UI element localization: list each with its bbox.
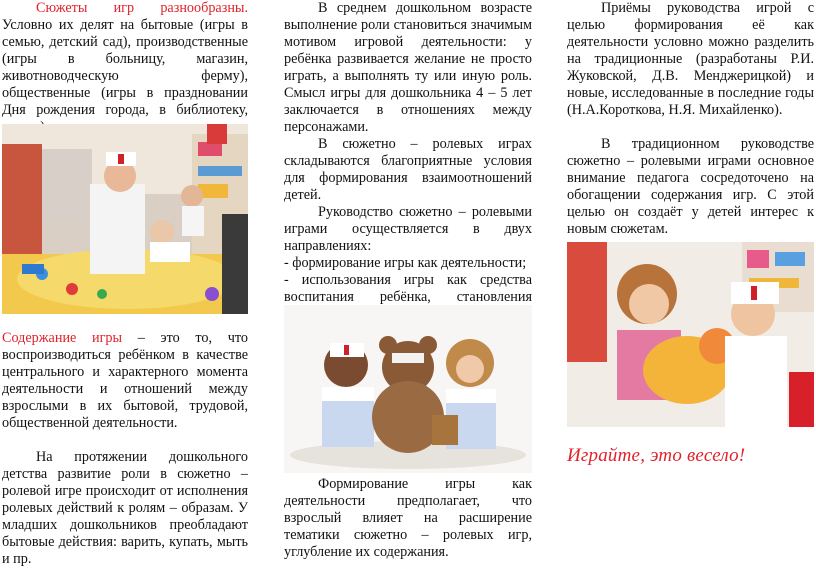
list-item-upbringing: - использования игры как средства воспитания ребёнка, становления: [284, 272, 532, 305]
photo-children-teddy-bear: [284, 305, 532, 473]
paragraph-role-development: На протяжении дошкольного детства развитие роли в сюжетно – ролевой игре происходит от исполнения ролевых действий к ролям – образам. У младших дошкольников преобладают бытовые действия: варить, купать, мыть и пр.: [2, 449, 248, 567]
paragraph-plot-types: [2, 0, 248, 136]
plot-types-lead: Сюжеты игр разнообразны.: [36, 0, 248, 16]
paragraph-game-formation: Формирование игры как деятельности предполагает, что взрослый влияет на расширение тематики сюжетно – ролевых игр, углубление их содержания.: [284, 476, 532, 560]
list-item-activity: - формирование игры как деятельности;: [284, 255, 527, 271]
plot-types-text: Условно их делят на бытовые (игры в семью, детский сад), производственные (игры в больницу, магазин, животноводческую ферму), общественные (игры в праздновании Дня рождения города, в библиотеку,: [2, 17, 248, 118]
paragraph-traditional-guidance: В традиционном руководстве сюжетно – ролевыми играми основное внимание педагога сосредоточено на обогащении содержания игр. С этой целью он создаёт у детей интерес к новым сюжетам.: [567, 136, 814, 237]
photo-doctor-play-image: [2, 124, 248, 314]
game-content-text: – это то, что воспроизводиться ребёнком в качестве центрального и характерного момента деятельности и отношений между взрослыми в их бытовой, трудовой, общественной деятельности.: [2, 330, 248, 431]
paragraph-guidance-methods: Приёмы руководства игрой с целью формирования её как деятельности условно можно разделить на традиционные (разработаны Р.И. Жуковской, Д.В. Менджерицкой) и новые, исследованные в последние годы (Н.А.Короткова, Н.Я. Михайленко).: [567, 0, 814, 118]
column-left: [2, 0, 248, 567]
paragraph-game-content: [2, 330, 248, 432]
paragraph-guidance-directions: Руководство сюжетно – ролевыми играми осуществляется в двух направлениях:: [284, 204, 532, 254]
column-middle: [284, 0, 532, 560]
photo-teddy-bear-image: [284, 305, 532, 473]
photo-doctor-toy-image: [567, 242, 814, 427]
paragraph-favorable-conditions: В сюжетно – ролевых играх складываются благоприятные условия для формирования взаимоотношений детей.: [284, 136, 532, 203]
slogan-play-is-fun: Играйте, это весело!: [567, 445, 746, 466]
paragraph-middle-age: В среднем дошкольном возрасте выполнение роли становиться значимым мотивом игровой деятельности: у ребёнка развивается желание не просто играть, а выполнять ту или иную роль. Смысл игры для дошкольника 4 – 5 лет заключается в отношениях между персонажами.: [284, 0, 532, 135]
column-right: [567, 0, 814, 466]
game-content-lead: Содержание игры: [2, 330, 123, 346]
photo-children-doctor-play: [2, 124, 248, 314]
photo-children-doctor-toy: [567, 242, 814, 427]
